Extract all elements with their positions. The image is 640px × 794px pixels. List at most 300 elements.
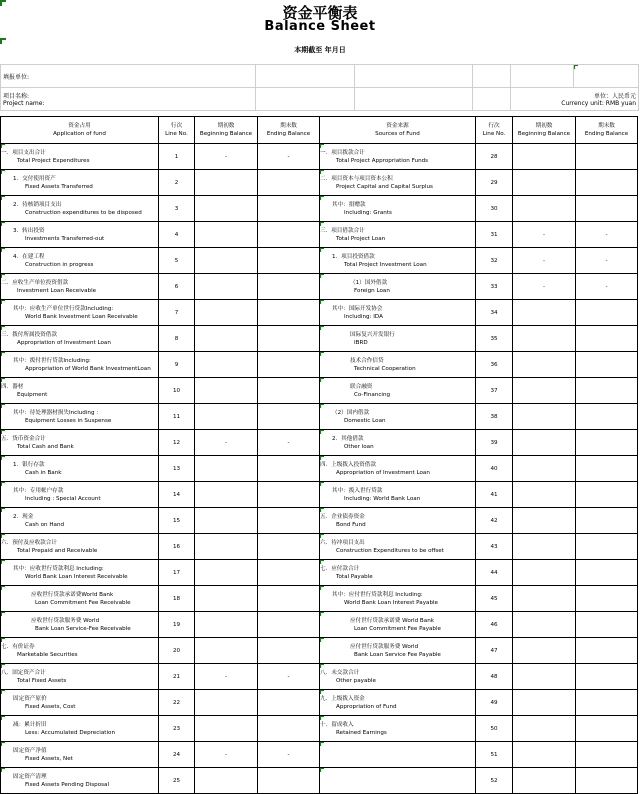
left-item[interactable] [1, 690, 159, 716]
cell-marker [320, 664, 324, 668]
left-item[interactable] [1, 378, 159, 404]
right-ending-balance[interactable] [576, 612, 638, 638]
item-label-cn: 固定资产净值 [13, 747, 47, 754]
right-ending-balance[interactable]: - [576, 274, 638, 300]
left-item[interactable] [1, 508, 159, 534]
left-line-no: 22 [159, 690, 195, 716]
table-row [1, 144, 638, 170]
cell-marker [320, 638, 324, 642]
left-beginning-balance[interactable] [195, 456, 258, 482]
left-beginning-balance[interactable] [195, 378, 258, 404]
page-title-cn: 资金平衡表 [282, 4, 358, 22]
left-item[interactable] [1, 170, 159, 196]
left-ending-balance[interactable] [258, 768, 320, 794]
item-label-en: Investment Loan Receivable [17, 287, 97, 294]
cell-marker [320, 560, 324, 564]
table-row [1, 300, 638, 326]
left-ending-balance[interactable] [258, 482, 320, 508]
left-ending-balance[interactable] [258, 274, 320, 300]
left-ending-balance[interactable] [258, 716, 320, 742]
right-item[interactable] [320, 456, 476, 482]
left-beginning-balance[interactable] [195, 222, 258, 248]
left-ending-balance[interactable] [258, 222, 320, 248]
item-label-cn: 3．转出投资 [13, 227, 45, 234]
project-name-label: 项目名称: Project name: [1, 88, 256, 111]
left-item[interactable] [1, 326, 159, 352]
left-beginning-balance[interactable] [195, 274, 258, 300]
table-row [1, 222, 638, 248]
table-header [1, 117, 638, 144]
table-row [1, 664, 638, 690]
cell-marker [1, 326, 5, 330]
right-item[interactable] [320, 378, 476, 404]
left-item[interactable] [1, 274, 159, 300]
col-ending: 期末数 Ending Balance [258, 117, 320, 144]
right-ending-balance[interactable] [576, 716, 638, 742]
cell-marker [320, 612, 324, 616]
cell-marker [1, 612, 5, 616]
left-ending-balance[interactable] [258, 612, 320, 638]
right-beginning-balance[interactable]: - [513, 222, 576, 248]
item-label-en: Bond Fund [336, 521, 366, 528]
item-label-cn: 其中：待处理器材损失Including ： [13, 409, 102, 416]
left-item[interactable] [1, 586, 159, 612]
cell-marker [1, 222, 5, 226]
reporting-unit-label: 填报单位: [1, 65, 256, 88]
right-ending-balance[interactable] [576, 742, 638, 768]
right-item[interactable] [320, 222, 476, 248]
cell-marker [320, 586, 324, 590]
cell-marker [320, 690, 324, 694]
left-ending-balance[interactable]: - [258, 742, 320, 768]
left-beginning-balance[interactable]: - [195, 742, 258, 768]
right-beginning-balance[interactable] [513, 508, 576, 534]
left-beginning-balance[interactable]: - [195, 144, 258, 170]
right-beginning-balance[interactable] [513, 716, 576, 742]
right-item[interactable] [320, 612, 476, 638]
right-beginning-balance[interactable] [513, 326, 576, 352]
item-label-en: Domestic Loan [344, 417, 386, 424]
item-label-en: Including : Special Account [25, 495, 101, 502]
right-item[interactable] [320, 664, 476, 690]
right-beginning-balance[interactable] [513, 404, 576, 430]
cell-marker [1, 638, 5, 642]
cell-marker [320, 248, 324, 252]
cell-marker [1, 456, 5, 460]
left-beginning-balance[interactable] [195, 534, 258, 560]
cell-marker [1, 534, 5, 538]
left-beginning-balance[interactable]: - [195, 664, 258, 690]
right-line-no: 43 [476, 534, 513, 560]
cell-marker [320, 456, 324, 460]
right-beginning-balance[interactable] [513, 300, 576, 326]
left-item[interactable] [1, 638, 159, 664]
right-line-no: 42 [476, 508, 513, 534]
table-row [1, 716, 638, 742]
right-beginning-balance[interactable] [513, 482, 576, 508]
right-beginning-balance[interactable] [513, 742, 576, 768]
period-corner-marker [0, 38, 6, 44]
item-label-cn: 五．企业债券资金 [320, 513, 365, 520]
right-ending-balance[interactable] [576, 508, 638, 534]
right-line-no: 45 [476, 586, 513, 612]
cell-marker [1, 482, 5, 486]
item-label-en: Fixed Assets, Net [25, 755, 73, 762]
right-beginning-balance[interactable]: - [513, 248, 576, 274]
item-label-cn: 八．固定资产合计 [1, 669, 46, 676]
right-line-no: 38 [476, 404, 513, 430]
item-label-en: Equipment [17, 391, 48, 398]
right-beginning-balance[interactable] [513, 378, 576, 404]
cell-marker [320, 300, 324, 304]
left-beginning-balance[interactable] [195, 768, 258, 794]
left-item[interactable] [1, 144, 159, 170]
left-beginning-balance[interactable] [195, 404, 258, 430]
item-label-cn: 二．项目资本与项目资本公积 [320, 175, 393, 182]
item-label-cn: 十．留成收入 [320, 721, 354, 728]
table-row [1, 196, 638, 222]
right-item[interactable] [320, 560, 476, 586]
left-beginning-balance[interactable] [195, 716, 258, 742]
table-row [1, 352, 638, 378]
right-item[interactable] [320, 326, 476, 352]
right-item[interactable] [320, 690, 476, 716]
right-ending-balance[interactable] [576, 456, 638, 482]
right-item[interactable] [320, 248, 476, 274]
item-label-cn: 一．项目支出合计 [1, 149, 46, 156]
left-item[interactable] [1, 456, 159, 482]
right-beginning-balance[interactable] [513, 352, 576, 378]
right-ending-balance[interactable] [576, 300, 638, 326]
right-ending-balance[interactable] [576, 768, 638, 794]
item-label-en: Fixed Assets Pending Disposal [25, 781, 110, 788]
left-item[interactable] [1, 768, 159, 794]
right-ending-balance[interactable] [576, 404, 638, 430]
left-beginning-balance[interactable] [195, 300, 258, 326]
item-label-en: Fixed Assets, Cost [25, 703, 76, 710]
item-label-cn: 固定资产清理 [13, 773, 47, 780]
left-beginning-balance[interactable] [195, 690, 258, 716]
left-ending-balance[interactable] [258, 196, 320, 222]
left-item[interactable] [1, 300, 159, 326]
item-label-en: Appropriation of Investment Loan [17, 339, 111, 346]
right-ending-balance[interactable]: - [576, 248, 638, 274]
left-ending-balance[interactable] [258, 638, 320, 664]
item-label-en: Marketable Securities [17, 651, 78, 658]
right-beginning-balance[interactable]: - [513, 274, 576, 300]
table-row [1, 274, 638, 300]
left-item[interactable] [1, 716, 159, 742]
right-item[interactable] [320, 430, 476, 456]
left-ending-balance[interactable]: - [258, 664, 320, 690]
right-line-no: 32 [476, 248, 513, 274]
item-label-en: Total Project Appropriation Funds [336, 157, 429, 164]
left-item[interactable] [1, 352, 159, 378]
left-item[interactable] [1, 404, 159, 430]
table-row [1, 534, 638, 560]
item-label-en: Retained Earnings [336, 729, 387, 736]
left-beginning-balance[interactable]: - [195, 430, 258, 456]
right-beginning-balance[interactable] [513, 612, 576, 638]
cell-marker [1, 690, 5, 694]
right-item[interactable] [320, 638, 476, 664]
cell-marker [320, 716, 324, 720]
right-ending-balance[interactable] [576, 144, 638, 170]
table-row [1, 742, 638, 768]
right-line-no: 30 [476, 196, 513, 222]
right-ending-balance[interactable] [576, 352, 638, 378]
right-item[interactable] [320, 508, 476, 534]
left-beginning-balance[interactable] [195, 586, 258, 612]
right-item[interactable] [320, 586, 476, 612]
right-item[interactable] [320, 768, 476, 794]
right-ending-balance[interactable] [576, 196, 638, 222]
cell-marker [320, 742, 324, 746]
item-label-en: Cash on Hand [25, 521, 65, 528]
left-line-no: 14 [159, 482, 195, 508]
right-line-no: 44 [476, 560, 513, 586]
right-line-no: 35 [476, 326, 513, 352]
table-row [1, 456, 638, 482]
right-beginning-balance[interactable] [513, 638, 576, 664]
table-row [1, 378, 638, 404]
right-ending-balance[interactable] [576, 664, 638, 690]
left-line-no: 16 [159, 534, 195, 560]
item-label-en: Construction in progress [25, 261, 94, 268]
left-line-no: 12 [159, 430, 195, 456]
item-label-en: Total Fixed Assets [17, 677, 67, 684]
left-item[interactable] [1, 248, 159, 274]
left-beginning-balance[interactable] [195, 326, 258, 352]
item-label-cn: 九．上级拨入资金 [320, 695, 365, 702]
left-beginning-balance[interactable] [195, 508, 258, 534]
item-label-cn: 国际复兴开发银行 [350, 331, 395, 338]
cell-marker [1, 560, 5, 564]
table-row [1, 248, 638, 274]
right-beginning-balance[interactable] [513, 586, 576, 612]
left-ending-balance[interactable]: - [258, 144, 320, 170]
cell-marker [320, 326, 324, 330]
item-label-en: Project Capital and Capital Surplus [336, 183, 433, 190]
right-item[interactable] [320, 352, 476, 378]
left-ending-balance[interactable] [258, 248, 320, 274]
table-row [1, 482, 638, 508]
item-label-cn: 1．银行存款 [13, 461, 45, 468]
item-label-en: IBRD [354, 339, 368, 346]
item-label-en: Construction expenditures to be disposed [25, 209, 142, 216]
item-label-en: Equipment Losses in Suspense [25, 417, 112, 424]
item-label-cn: 2．其他借款 [332, 435, 364, 442]
left-line-no: 9 [159, 352, 195, 378]
item-label-cn: 六．待冲项目支出 [320, 539, 365, 546]
left-item[interactable] [1, 482, 159, 508]
balance-table [0, 116, 638, 794]
right-item[interactable] [320, 404, 476, 430]
right-ending-balance[interactable] [576, 326, 638, 352]
right-beginning-balance[interactable] [513, 170, 576, 196]
item-label-cn: 四．上级拨入投资借款 [320, 461, 376, 468]
item-label-en: Technical Cooperation [354, 365, 416, 372]
item-label-en: Construction Expenditures to be offset [336, 547, 444, 554]
left-beginning-balance[interactable] [195, 248, 258, 274]
item-label-en: Total Project Loan [336, 235, 386, 242]
right-line-no: 29 [476, 170, 513, 196]
cell-marker [1, 196, 5, 200]
item-label-cn: 固定资产原价 [13, 695, 47, 702]
left-ending-balance[interactable] [258, 456, 320, 482]
left-line-no: 13 [159, 456, 195, 482]
cell-marker [1, 300, 5, 304]
item-label-en: Total Payable [336, 573, 373, 580]
right-ending-balance[interactable] [576, 560, 638, 586]
right-beginning-balance[interactable] [513, 196, 576, 222]
right-beginning-balance[interactable] [513, 430, 576, 456]
item-label-cn: 四．器材 [1, 383, 24, 390]
left-item[interactable] [1, 196, 159, 222]
item-label-cn: 其中：应收生产单位世行贷款Including: [13, 305, 114, 312]
info-table [0, 64, 639, 111]
cell-marker [320, 508, 324, 512]
right-line-no: 39 [476, 430, 513, 456]
item-label-cn: 三．拨付所属投资借款 [1, 331, 57, 338]
right-line-no: 37 [476, 378, 513, 404]
right-ending-balance[interactable] [576, 378, 638, 404]
cell-marker [1, 352, 5, 356]
left-beginning-balance[interactable] [195, 482, 258, 508]
item-label-en: Appropriation of Investment Loan [336, 469, 430, 476]
table-row [1, 612, 638, 638]
left-ending-balance[interactable] [258, 404, 320, 430]
cell-marker [1, 144, 5, 148]
item-label-cn: 2．待核销项目支出 [13, 201, 62, 208]
cell-marker [320, 274, 324, 278]
left-item[interactable] [1, 534, 159, 560]
cell-marker [1, 430, 5, 434]
left-line-no: 17 [159, 560, 195, 586]
currency-unit: 单位：人民币元 Currency unit: RMB yuan [511, 88, 639, 111]
right-beginning-balance[interactable] [513, 664, 576, 690]
item-label-en: Co-Financing [354, 391, 391, 398]
right-ending-balance[interactable] [576, 482, 638, 508]
item-label-en: Other loan [344, 443, 374, 450]
table-row [1, 638, 638, 664]
left-ending-balance[interactable] [258, 378, 320, 404]
right-item[interactable] [320, 482, 476, 508]
left-item[interactable] [1, 222, 159, 248]
cell-marker [320, 430, 324, 434]
right-ending-balance[interactable] [576, 690, 638, 716]
right-beginning-balance[interactable] [513, 456, 576, 482]
cell-marker [1, 170, 5, 174]
right-ending-balance[interactable] [576, 638, 638, 664]
left-beginning-balance[interactable] [195, 352, 258, 378]
left-beginning-balance[interactable] [195, 560, 258, 586]
left-ending-balance[interactable]: - [258, 430, 320, 456]
item-label-en: Including: Grants [344, 209, 392, 216]
right-item[interactable] [320, 170, 476, 196]
item-label-en: Appropriation of Fund [336, 703, 397, 710]
left-ending-balance[interactable] [258, 170, 320, 196]
item-label-en: World Bank Loan Interest Receivable [25, 573, 128, 580]
left-ending-balance[interactable] [258, 508, 320, 534]
right-line-no: 47 [476, 638, 513, 664]
item-label-en: Including: IDA [344, 313, 383, 320]
right-item[interactable] [320, 742, 476, 768]
left-beginning-balance[interactable] [195, 612, 258, 638]
table-row [1, 560, 638, 586]
right-line-no: 41 [476, 482, 513, 508]
left-item[interactable] [1, 430, 159, 456]
right-ending-balance[interactable] [576, 586, 638, 612]
left-ending-balance[interactable] [258, 300, 320, 326]
right-ending-balance[interactable] [576, 430, 638, 456]
item-label-cn: 其中：拨付世行贷款Including: [13, 357, 91, 364]
right-item[interactable] [320, 716, 476, 742]
item-label-cn: 三．项目借款合计 [320, 227, 365, 234]
item-label-en: Loan Commitment Fee Payable [354, 625, 441, 632]
right-beginning-balance[interactable] [513, 534, 576, 560]
right-beginning-balance[interactable] [513, 144, 576, 170]
right-ending-balance[interactable]: - [576, 222, 638, 248]
right-ending-balance[interactable] [576, 170, 638, 196]
left-item[interactable] [1, 560, 159, 586]
right-beginning-balance[interactable] [513, 690, 576, 716]
left-line-no: 11 [159, 404, 195, 430]
right-item[interactable] [320, 144, 476, 170]
left-item[interactable] [1, 612, 159, 638]
right-item[interactable] [320, 196, 476, 222]
left-beginning-balance[interactable] [195, 196, 258, 222]
left-item[interactable] [1, 664, 159, 690]
right-beginning-balance[interactable] [513, 768, 576, 794]
left-ending-balance[interactable] [258, 586, 320, 612]
table-row [1, 404, 638, 430]
right-beginning-balance[interactable] [513, 560, 576, 586]
col-line-no: 行次 Line No. [159, 117, 195, 144]
left-ending-balance[interactable] [258, 690, 320, 716]
item-label-en: Total Project Expenditures [17, 157, 90, 164]
item-label-en: Fixed Assets Transferred [25, 183, 93, 190]
left-line-no: 18 [159, 586, 195, 612]
left-ending-balance[interactable] [258, 352, 320, 378]
left-line-no: 21 [159, 664, 195, 690]
item-label-en: Less: Accumulated Depreciation [25, 729, 116, 736]
table-row [1, 586, 638, 612]
left-item[interactable] [1, 742, 159, 768]
left-beginning-balance[interactable] [195, 638, 258, 664]
left-line-no: 25 [159, 768, 195, 794]
left-ending-balance[interactable] [258, 560, 320, 586]
right-item[interactable] [320, 534, 476, 560]
left-ending-balance[interactable] [258, 534, 320, 560]
left-ending-balance[interactable] [258, 326, 320, 352]
cell-marker [1, 508, 5, 512]
left-line-no: 15 [159, 508, 195, 534]
left-beginning-balance[interactable] [195, 170, 258, 196]
item-label-cn: 八．未交款合计 [320, 669, 360, 676]
left-line-no: 6 [159, 274, 195, 300]
item-label-cn: 二．应收生产单位投资借款 [1, 279, 69, 286]
right-item[interactable] [320, 300, 476, 326]
right-ending-balance[interactable] [576, 534, 638, 560]
item-label-en: Appropriation of World Bank InvestmentLoan [25, 365, 151, 372]
right-line-no: 48 [476, 664, 513, 690]
right-item[interactable] [320, 274, 476, 300]
cell-marker [1, 274, 5, 278]
item-label-cn: 其中：拨入世行贷款 [332, 487, 383, 494]
right-line-no: 52 [476, 768, 513, 794]
item-label-cn: （1）国外借款 [350, 279, 388, 286]
